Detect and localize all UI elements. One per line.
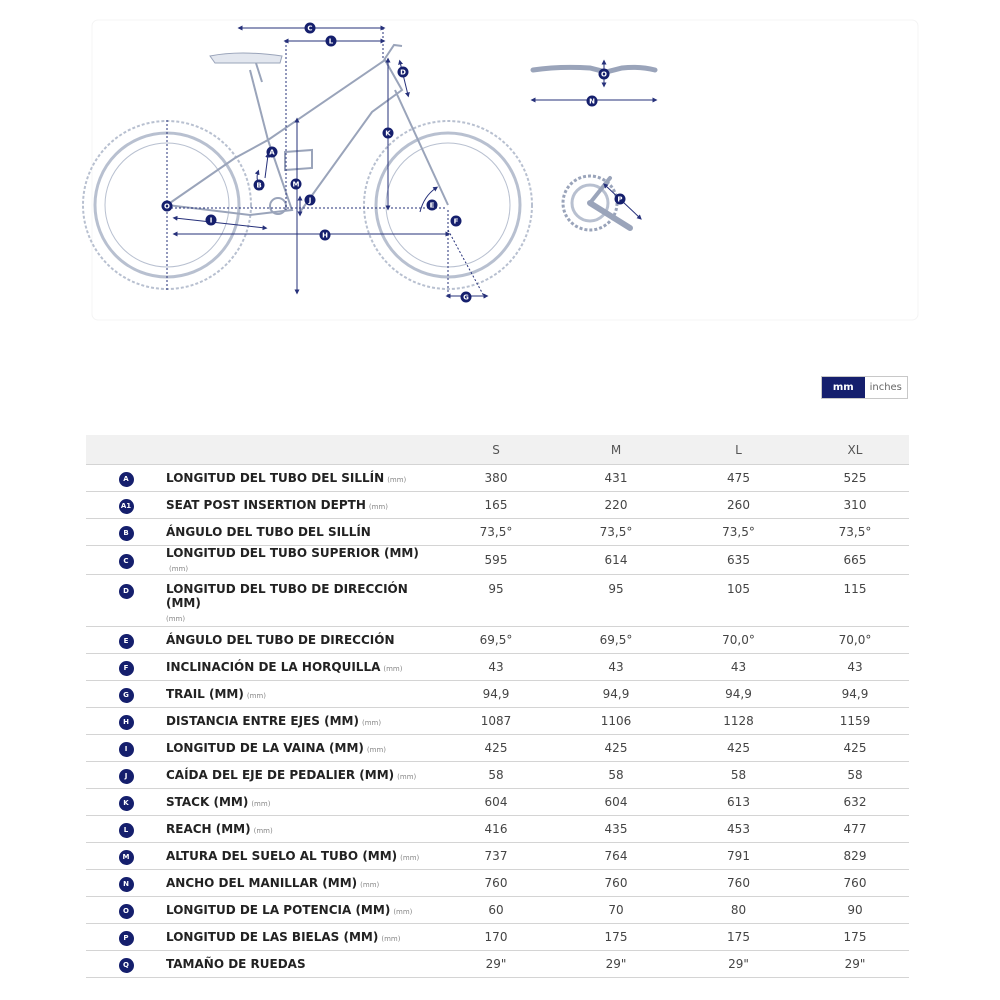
marker-m xyxy=(291,179,302,190)
value-cell-l: 453 xyxy=(676,816,801,843)
badge-cell xyxy=(86,546,166,575)
dimension-unit: (mm) xyxy=(246,692,266,700)
dimension-label: LONGITUD DEL TUBO DE DIRECCIÓN (MM) xyxy=(166,582,408,610)
marker-j xyxy=(305,195,316,206)
dimension-label-cell xyxy=(166,546,436,575)
dimension-unit: (mm) xyxy=(383,665,403,673)
value-cell-m: 604 xyxy=(556,789,676,816)
value-cell-xl: 29" xyxy=(801,951,909,978)
value-cell-l: 94,9 xyxy=(676,681,801,708)
dimension-label-cell xyxy=(166,951,436,978)
value-cell-m: 73,5° xyxy=(556,519,676,546)
marker-h-label: H xyxy=(322,231,328,240)
dimension-badge: A1 xyxy=(119,499,134,514)
dimension-unit: (mm) xyxy=(253,827,273,835)
table-row xyxy=(86,681,909,708)
dimension-badge: F xyxy=(119,661,134,676)
value-cell-m: 58 xyxy=(556,762,676,789)
marker-g-label: G xyxy=(463,293,469,302)
dimension-badge: Q xyxy=(119,958,134,973)
table-row xyxy=(86,816,909,843)
table-row xyxy=(86,708,909,735)
dimension-unit: (mm) xyxy=(166,615,186,623)
value-cell-xl: 73,5° xyxy=(801,519,909,546)
value-cell-xl: 58 xyxy=(801,762,909,789)
badge-cell xyxy=(86,681,166,708)
badge-cell xyxy=(86,762,166,789)
value-cell-s: 94,9 xyxy=(436,681,556,708)
marker-a xyxy=(267,147,278,158)
value-cell-xl: 829 xyxy=(801,843,909,870)
value-cell-m: 70 xyxy=(556,897,676,924)
badge-cell xyxy=(86,843,166,870)
value-cell-s: 69,5° xyxy=(436,627,556,654)
marker-b xyxy=(254,180,265,191)
value-cell-m: 220 xyxy=(556,492,676,519)
marker-l-label: L xyxy=(328,37,334,46)
geometry-table xyxy=(86,435,909,978)
marker-i xyxy=(206,215,217,226)
geometry-table-body xyxy=(86,465,909,978)
marker-j-label: J xyxy=(308,196,312,205)
value-cell-xl: 760 xyxy=(801,870,909,897)
dimension-label-cell xyxy=(166,708,436,735)
value-cell-m: 431 xyxy=(556,465,676,492)
dimension-unit: (mm) xyxy=(387,476,407,484)
dimension-label: LONGITUD DEL TUBO DEL SILLÍN xyxy=(166,471,385,485)
badge-cell xyxy=(86,816,166,843)
dimension-label: TAMAÑO DE RUEDAS xyxy=(166,957,306,971)
bike-geometry-diagram xyxy=(0,0,1000,330)
value-cell-xl: 477 xyxy=(801,816,909,843)
dimension-unit: (mm) xyxy=(397,773,417,781)
dimension-label: CAÍDA DEL EJE DE PEDALIER (MM) xyxy=(166,768,395,782)
value-cell-l: 260 xyxy=(676,492,801,519)
dimension-label-cell xyxy=(166,492,436,519)
badge-cell xyxy=(86,627,166,654)
dimension-badge: P xyxy=(119,931,134,946)
unit-inches-button[interactable]: inches xyxy=(865,377,908,398)
table-row xyxy=(86,951,909,978)
marker-e xyxy=(427,200,438,211)
marker-d-label: D xyxy=(400,68,406,77)
value-cell-m: 43 xyxy=(556,654,676,681)
badge-cell xyxy=(86,519,166,546)
dimension-unit: (mm) xyxy=(400,854,420,862)
value-cell-xl: 425 xyxy=(801,735,909,762)
value-cell-s: 425 xyxy=(436,735,556,762)
value-cell-l: 1128 xyxy=(676,708,801,735)
dimension-label-cell xyxy=(166,735,436,762)
value-cell-l: 29" xyxy=(676,951,801,978)
marker-p xyxy=(615,194,626,205)
value-cell-s: 737 xyxy=(436,843,556,870)
dimension-label-cell xyxy=(166,575,436,627)
dimension-badge: J xyxy=(119,769,134,784)
value-cell-m: 614 xyxy=(556,546,676,575)
value-cell-l: 425 xyxy=(676,735,801,762)
value-cell-s: 43 xyxy=(436,654,556,681)
dimension-label: LONGITUD DEL TUBO SUPERIOR (MM) xyxy=(166,546,419,560)
header-spacer xyxy=(86,435,166,465)
table-row xyxy=(86,575,909,627)
value-cell-s: 170 xyxy=(436,924,556,951)
value-cell-l: 635 xyxy=(676,546,801,575)
dimension-label: ÁNGULO DEL TUBO DEL SILLÍN xyxy=(166,525,371,539)
size-header-xl: XL xyxy=(801,435,909,465)
table-row xyxy=(86,465,909,492)
badge-cell xyxy=(86,924,166,951)
dimension-label: STACK (MM) xyxy=(166,795,249,809)
dimension-label-cell xyxy=(166,654,436,681)
value-cell-xl: 632 xyxy=(801,789,909,816)
value-cell-xl: 94,9 xyxy=(801,681,909,708)
size-header-row xyxy=(86,435,909,465)
dimension-label: LONGITUD DE LAS BIELAS (MM) xyxy=(166,930,379,944)
value-cell-m: 1106 xyxy=(556,708,676,735)
value-cell-s: 58 xyxy=(436,762,556,789)
dimension-label-cell xyxy=(166,762,436,789)
value-cell-s: 1087 xyxy=(436,708,556,735)
marker-o-wheel-label: O xyxy=(164,202,170,211)
value-cell-xl: 115 xyxy=(801,575,909,627)
value-cell-m: 764 xyxy=(556,843,676,870)
value-cell-s: 416 xyxy=(436,816,556,843)
value-cell-xl: 90 xyxy=(801,897,909,924)
badge-cell xyxy=(86,897,166,924)
dimension-label-cell xyxy=(166,924,436,951)
dimension-label: ÁNGULO DEL TUBO DE DIRECCIÓN xyxy=(166,633,395,647)
value-cell-m: 435 xyxy=(556,816,676,843)
value-cell-l: 791 xyxy=(676,843,801,870)
dimension-unit: (mm) xyxy=(368,503,388,511)
dimension-label-cell xyxy=(166,519,436,546)
value-cell-xl: 175 xyxy=(801,924,909,951)
badge-cell xyxy=(86,465,166,492)
marker-i-label: I xyxy=(209,216,213,225)
value-cell-m: 425 xyxy=(556,735,676,762)
dimension-badge: D xyxy=(119,584,134,599)
dimension-label: ALTURA DEL SUELO AL TUBO (MM) xyxy=(166,849,398,863)
badge-cell xyxy=(86,708,166,735)
crankset-diagram xyxy=(563,176,640,230)
dimension-label: SEAT POST INSERTION DEPTH xyxy=(166,498,366,512)
value-cell-s: 60 xyxy=(436,897,556,924)
marker-k xyxy=(383,128,394,139)
marker-f xyxy=(451,216,462,227)
unit-toggle xyxy=(821,376,908,399)
dimension-unit: (mm) xyxy=(360,881,380,889)
value-cell-l: 105 xyxy=(676,575,801,627)
size-header-s: S xyxy=(436,435,556,465)
table-row xyxy=(86,843,909,870)
value-cell-s: 29" xyxy=(436,951,556,978)
dimension-unit: (mm) xyxy=(169,565,189,573)
dimension-badge: M xyxy=(119,850,134,865)
dimension-label: ANCHO DEL MANILLAR (MM) xyxy=(166,876,358,890)
value-cell-l: 475 xyxy=(676,465,801,492)
value-cell-l: 613 xyxy=(676,789,801,816)
table-row xyxy=(86,789,909,816)
dimension-badge: C xyxy=(119,554,134,569)
value-cell-s: 604 xyxy=(436,789,556,816)
table-row xyxy=(86,492,909,519)
dimension-badge: N xyxy=(119,877,134,892)
value-cell-xl: 665 xyxy=(801,546,909,575)
dimension-badge: H xyxy=(119,715,134,730)
value-cell-m: 95 xyxy=(556,575,676,627)
badge-cell xyxy=(86,654,166,681)
table-row xyxy=(86,654,909,681)
badge-cell xyxy=(86,492,166,519)
table-row xyxy=(86,924,909,951)
marker-b-label: B xyxy=(256,181,262,190)
dimension-label-cell xyxy=(166,897,436,924)
value-cell-m: 94,9 xyxy=(556,681,676,708)
value-cell-s: 165 xyxy=(436,492,556,519)
badge-cell xyxy=(86,735,166,762)
dimension-label: TRAIL (MM) xyxy=(166,687,244,701)
value-cell-m: 175 xyxy=(556,924,676,951)
marker-m-label: M xyxy=(292,180,300,189)
marker-o-bar-label: O xyxy=(601,70,607,79)
marker-n-label: N xyxy=(589,97,595,106)
dimension-label-cell xyxy=(166,870,436,897)
marker-a-label: A xyxy=(269,148,275,157)
dimension-badge: O xyxy=(119,904,134,919)
badge-cell xyxy=(86,951,166,978)
size-header-m: M xyxy=(556,435,676,465)
table-row xyxy=(86,627,909,654)
dimension-label-cell xyxy=(166,465,436,492)
marker-k-label: K xyxy=(385,129,391,138)
marker-p-label: P xyxy=(617,195,623,204)
dimension-label: LONGITUD DE LA POTENCIA (MM) xyxy=(166,903,391,917)
value-cell-s: 95 xyxy=(436,575,556,627)
table-row xyxy=(86,519,909,546)
marker-c xyxy=(305,23,316,34)
marker-d xyxy=(398,67,409,78)
badge-cell xyxy=(86,575,166,627)
dimension-unit: (mm) xyxy=(361,719,382,727)
dimension-label-cell xyxy=(166,681,436,708)
value-cell-m: 29" xyxy=(556,951,676,978)
table-row xyxy=(86,897,909,924)
dimension-label-cell xyxy=(166,789,436,816)
value-cell-l: 43 xyxy=(676,654,801,681)
marker-o-bar xyxy=(599,69,610,80)
table-row xyxy=(86,870,909,897)
dimension-unit: (mm) xyxy=(381,935,401,943)
dimension-label: LONGITUD DE LA VAINA (MM) xyxy=(166,741,364,755)
table-row xyxy=(86,762,909,789)
saddle xyxy=(210,53,282,63)
marker-l xyxy=(326,36,337,47)
dimension-badge: B xyxy=(119,526,134,541)
dimension-markers xyxy=(162,23,626,303)
dimension-label: REACH (MM) xyxy=(166,822,251,836)
marker-h xyxy=(320,230,331,241)
marker-f-label: F xyxy=(453,217,459,226)
dimension-unit: (mm) xyxy=(366,746,386,754)
dimension-badge: K xyxy=(119,796,134,811)
unit-mm-button[interactable]: mm xyxy=(822,377,865,398)
badge-cell xyxy=(86,789,166,816)
value-cell-l: 70,0° xyxy=(676,627,801,654)
badge-cell xyxy=(86,870,166,897)
value-cell-s: 73,5° xyxy=(436,519,556,546)
value-cell-l: 760 xyxy=(676,870,801,897)
value-cell-l: 73,5° xyxy=(676,519,801,546)
dimension-label-cell xyxy=(166,816,436,843)
value-cell-xl: 43 xyxy=(801,654,909,681)
value-cell-xl: 70,0° xyxy=(801,627,909,654)
dimension-badge: G xyxy=(119,688,134,703)
value-cell-s: 760 xyxy=(436,870,556,897)
value-cell-l: 175 xyxy=(676,924,801,951)
header-spacer-label xyxy=(166,435,436,465)
dimension-label: INCLINACIÓN DE LA HORQUILLA xyxy=(166,660,381,674)
value-cell-m: 69,5° xyxy=(556,627,676,654)
marker-g xyxy=(461,292,472,303)
dimension-label-cell xyxy=(166,843,436,870)
dimension-badge: E xyxy=(119,634,134,649)
value-cell-m: 760 xyxy=(556,870,676,897)
marker-n xyxy=(587,96,598,107)
value-cell-s: 380 xyxy=(436,465,556,492)
table-row xyxy=(86,735,909,762)
marker-o-wheel xyxy=(162,201,173,212)
marker-c-label: C xyxy=(307,24,313,33)
value-cell-l: 58 xyxy=(676,762,801,789)
dimension-unit: (mm) xyxy=(251,800,271,808)
dimension-badge: L xyxy=(119,823,134,838)
dimension-badge: I xyxy=(119,742,134,757)
value-cell-xl: 525 xyxy=(801,465,909,492)
size-header-l: L xyxy=(676,435,801,465)
value-cell-l: 80 xyxy=(676,897,801,924)
dimension-label-cell xyxy=(166,627,436,654)
marker-e-label: E xyxy=(429,201,435,210)
value-cell-xl: 1159 xyxy=(801,708,909,735)
dimension-label: DISTANCIA ENTRE EJES (MM) xyxy=(166,714,359,728)
value-cell-xl: 310 xyxy=(801,492,909,519)
value-cell-s: 595 xyxy=(436,546,556,575)
dimension-unit: (mm) xyxy=(393,908,413,916)
handlebar-diagram xyxy=(533,62,655,100)
dimension-badge: A xyxy=(119,472,134,487)
table-row xyxy=(86,546,909,575)
